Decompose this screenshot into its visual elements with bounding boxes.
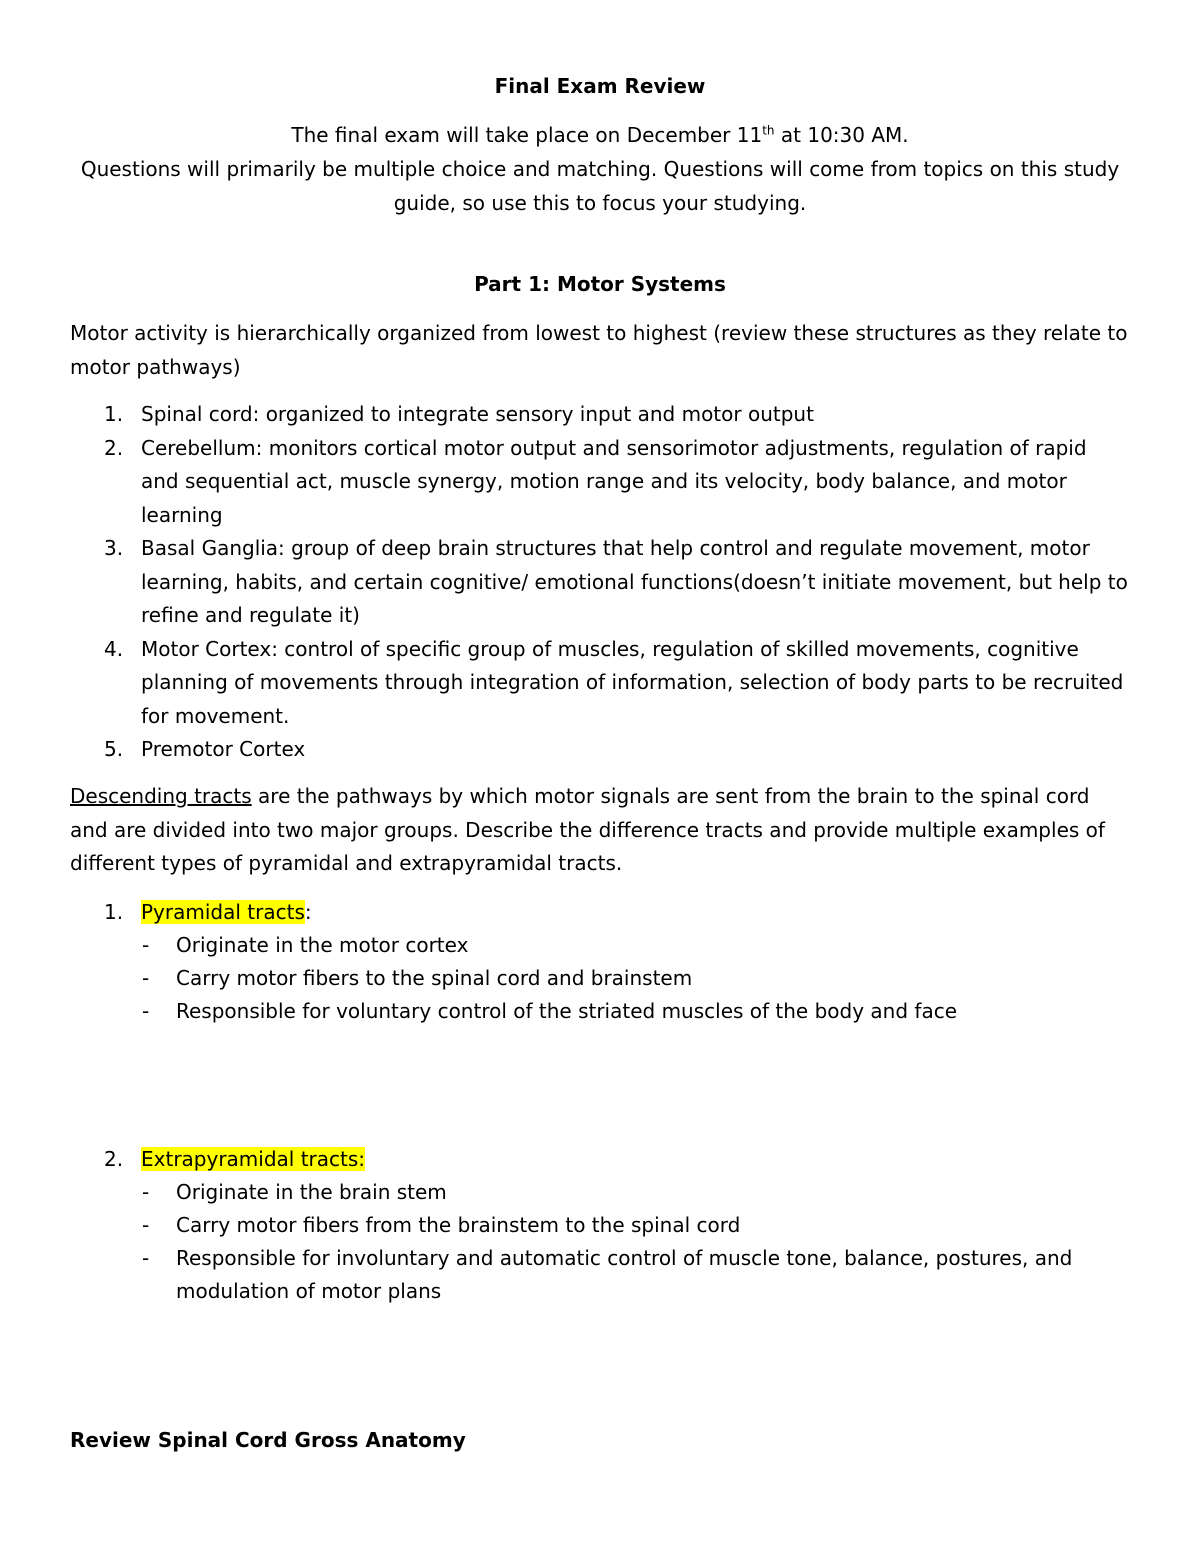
- part1-heading: Part 1: Motor Systems: [474, 272, 726, 296]
- list-number: 1.: [104, 402, 124, 426]
- dash-bullet: -: [142, 1246, 150, 1270]
- list-item: [70, 1242, 1130, 1308]
- list-number: 3.: [104, 536, 124, 560]
- extrapyramidal-section: [70, 1143, 1130, 1308]
- dash-bullet: -: [142, 933, 150, 957]
- descending-tracts-term: Descending tracts: [70, 784, 252, 808]
- exam-date-text: The final exam will take place on December 11: [291, 123, 763, 147]
- pyramidal-label: Pyramidal tracts: [141, 900, 305, 924]
- list-item-text: Cerebellum: monitors cortical motor output and sensorimotor adjustments, regulation of rapid and sequential act, muscle synergy, motion range and its velocity, body balance, and motor learning: [141, 435, 1087, 527]
- dash-bullet: -: [142, 999, 150, 1023]
- list-item: [70, 432, 1130, 533]
- list-number: 2.: [104, 1147, 124, 1171]
- document-title: Final Exam Review: [494, 74, 706, 98]
- pyramidal-colon: :: [304, 900, 312, 924]
- descending-tracts-paragraph: [70, 780, 1130, 881]
- list-number: 5.: [104, 737, 124, 761]
- list-item: [70, 633, 1130, 734]
- pyramidal-section: [70, 896, 1130, 1028]
- dash-bullet: -: [142, 1213, 150, 1237]
- list-item: [70, 733, 1130, 767]
- list-item: [70, 929, 1130, 962]
- motor-hierarchy-list: [70, 398, 1130, 767]
- dash-bullet: -: [142, 966, 150, 990]
- ordinal-suffix: th: [762, 123, 775, 138]
- exam-time-text: at 10:30 AM.: [774, 123, 909, 147]
- exam-date-line: [70, 118, 1130, 152]
- list-item: [70, 962, 1130, 995]
- list-number: 1.: [104, 900, 124, 924]
- list-item: [70, 1209, 1130, 1242]
- list-item-text: Spinal cord: organized to integrate sensory input and motor output: [141, 402, 814, 426]
- list-item: [70, 1176, 1130, 1209]
- extrapyramidal-heading: [70, 1143, 1130, 1176]
- extrapyramidal-points: [70, 1176, 1130, 1308]
- review-heading: Review Spinal Cord Gross Anatomy: [70, 1428, 466, 1452]
- list-item-text: Carry motor fibers from the brainstem to the spinal cord: [176, 1213, 741, 1237]
- dash-bullet: -: [142, 1180, 150, 1204]
- exam-intro: [70, 118, 1130, 220]
- list-item: [70, 398, 1130, 432]
- pyramidal-heading: [70, 896, 1130, 929]
- list-item: [70, 995, 1130, 1028]
- list-number: 4.: [104, 636, 124, 661]
- list-number: 2.: [104, 435, 124, 460]
- motor-intro-paragraph: Motor activity is hierarchically organized from lowest to highest (review these structures as they relate to motor pathways): [70, 321, 1128, 379]
- list-item-text: Responsible for involuntary and automatic control of muscle tone, balance, postures, and modulation of motor plans: [176, 1246, 1073, 1303]
- exam-format-line: Questions will primarily be multiple choice and matching. Questions will come from topics on this study guide, so use this to focus your studying.: [80, 157, 1120, 215]
- list-item-text: Basal Ganglia: group of deep brain structures that help control and regulate movement, motor learning, habits, and certain cognitive/ emotional functions(doesn’t initiate movement, but help to refine and regulate it): [141, 536, 1128, 627]
- list-item-text: Originate in the brain stem: [176, 1180, 447, 1204]
- list-item-text: Premotor Cortex: [141, 737, 306, 761]
- list-item-text: Carry motor fibers to the spinal cord and brainstem: [176, 966, 693, 990]
- list-item-text: Motor Cortex: control of specific group of muscles, regulation of skilled movements, cognitive planning of movements through integration of information, selection of body parts to be recruited for movement.: [141, 636, 1124, 728]
- pyramidal-points: [70, 929, 1130, 1028]
- extrapyramidal-label: Extrapyramidal tracts:: [141, 1147, 366, 1171]
- list-item: [70, 532, 1130, 633]
- list-item-text: Responsible for voluntary control of the striated muscles of the body and face: [176, 999, 957, 1023]
- list-item-text: Originate in the motor cortex: [176, 933, 469, 957]
- descending-tracts-text: are the pathways by which motor signals are sent from the brain to the spinal cord and are divided into two major groups. Describe the difference tracts and provide multiple examples of different types of pyramidal and extrapyramidal tracts.: [70, 784, 1105, 875]
